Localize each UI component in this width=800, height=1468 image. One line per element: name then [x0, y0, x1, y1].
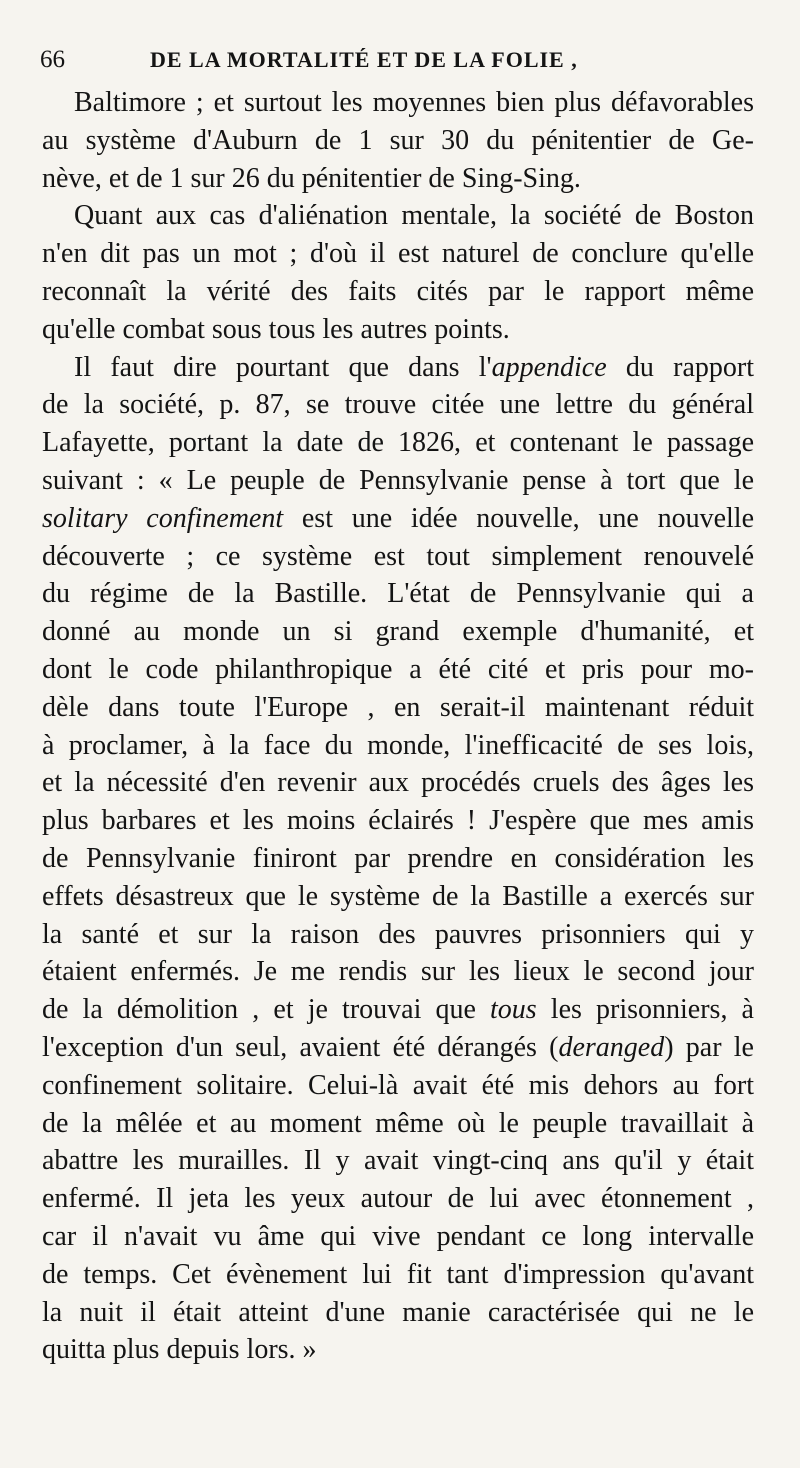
text-line: au système d'Auburn de 1 sur 30 du pénitentier de Ge-	[42, 124, 754, 156]
text-line: plus barbares et les moins éclairés ! J'espère que mes amis	[42, 805, 754, 837]
text-line: car il n'avait vu âme qui vive pendant ce long intervalle	[42, 1220, 754, 1252]
text-line: solitary confinement est une idée nouvelle, une nouvelle	[42, 502, 754, 534]
text-line: à proclamer, à la face du monde, l'inefficacité de ses lois,	[42, 729, 754, 761]
text-line: découverte ; ce système est tout simplement renouvelé	[42, 540, 754, 572]
text-line: reconnaît la vérité des faits cités par le rapport même	[42, 275, 754, 307]
text-line: n'en dit pas un mot ; d'où il est naturel de conclure qu'elle	[42, 238, 754, 270]
italic-text: deranged	[558, 1031, 665, 1063]
italic-text: tous	[490, 994, 537, 1026]
text-line: dèle dans toute l'Europe , en serait-il maintenant réduit	[42, 691, 754, 723]
text-line: de la société, p. 87, se trouve citée une lettre du général	[42, 389, 754, 421]
paragraph	[42, 197, 754, 348]
text-line: l'exception d'un seul, avaient été dérangés (deranged) par le	[42, 1031, 754, 1063]
text-line: de la mêlée et au moment même où le peuple travaillait à	[42, 1107, 754, 1139]
paragraph	[42, 84, 754, 197]
page-header	[40, 40, 760, 80]
text-line: qu'elle combat sous tous les autres points.	[42, 313, 510, 345]
text-line: et la nécessité d'en revenir aux procédés cruels des âges les	[42, 767, 754, 799]
text-line: de Pennsylvanie finiront par prendre en considération les	[42, 842, 754, 874]
text-line: confinement solitaire. Celui-là avait été mis dehors au fort	[42, 1069, 754, 1101]
body-text	[42, 84, 754, 1369]
text-line: Il faut dire pourtant que dans l'appendice du rapport	[74, 351, 754, 383]
text-line: enfermé. Il jeta les yeux autour de lui avec étonnement ,	[42, 1183, 754, 1215]
text-line: du régime de la Bastille. L'état de Pennsylvanie qui a	[42, 578, 754, 610]
text-line: effets désastreux que le système de la Bastille a exercés sur	[42, 880, 754, 912]
text-line: de la démolition , et je trouvai que tous les prisonniers, à	[42, 994, 754, 1026]
text-line: abattre les murailles. Il y avait vingt-cinq ans qu'il y était	[42, 1145, 754, 1177]
text-line: quitta plus depuis lors. »	[42, 1334, 317, 1366]
text-line: étaient enfermés. Je me rendis sur les lieux le second jour	[42, 956, 754, 988]
text-line: la santé et sur la raison des pauvres prisonniers qui y	[42, 918, 754, 950]
italic-text: solitary confinement	[42, 502, 284, 534]
italic-text: appendice	[491, 351, 607, 383]
text-line: la nuit il était atteint d'une manie caractérisée qui ne le	[42, 1296, 754, 1328]
text-line: donné au monde un si grand exemple d'humanité, et	[42, 616, 754, 648]
paragraph	[42, 349, 754, 1370]
text-line: Baltimore ; et surtout les moyennes bien plus défavorables	[74, 87, 754, 118]
text-line: nève, et de 1 sur 26 du pénitentier de Sing-Sing.	[42, 162, 581, 194]
running-title: DE LA MORTALITÉ ET DE LA FOLIE ,	[150, 47, 578, 72]
text-line: Quant aux cas d'aliénation mentale, la société de Boston	[74, 200, 754, 232]
text-line: Lafayette, portant la date de 1826, et contenant le passage	[42, 427, 754, 459]
text-line: dont le code philanthropique a été cité et pris pour mo-	[42, 653, 754, 685]
text-line: de temps. Cet évènement lui fit tant d'impression qu'avant	[42, 1258, 754, 1290]
text-line: suivant : « Le peuple de Pennsylvanie pense à tort que le	[42, 464, 754, 496]
page-number: 66	[40, 46, 65, 73]
